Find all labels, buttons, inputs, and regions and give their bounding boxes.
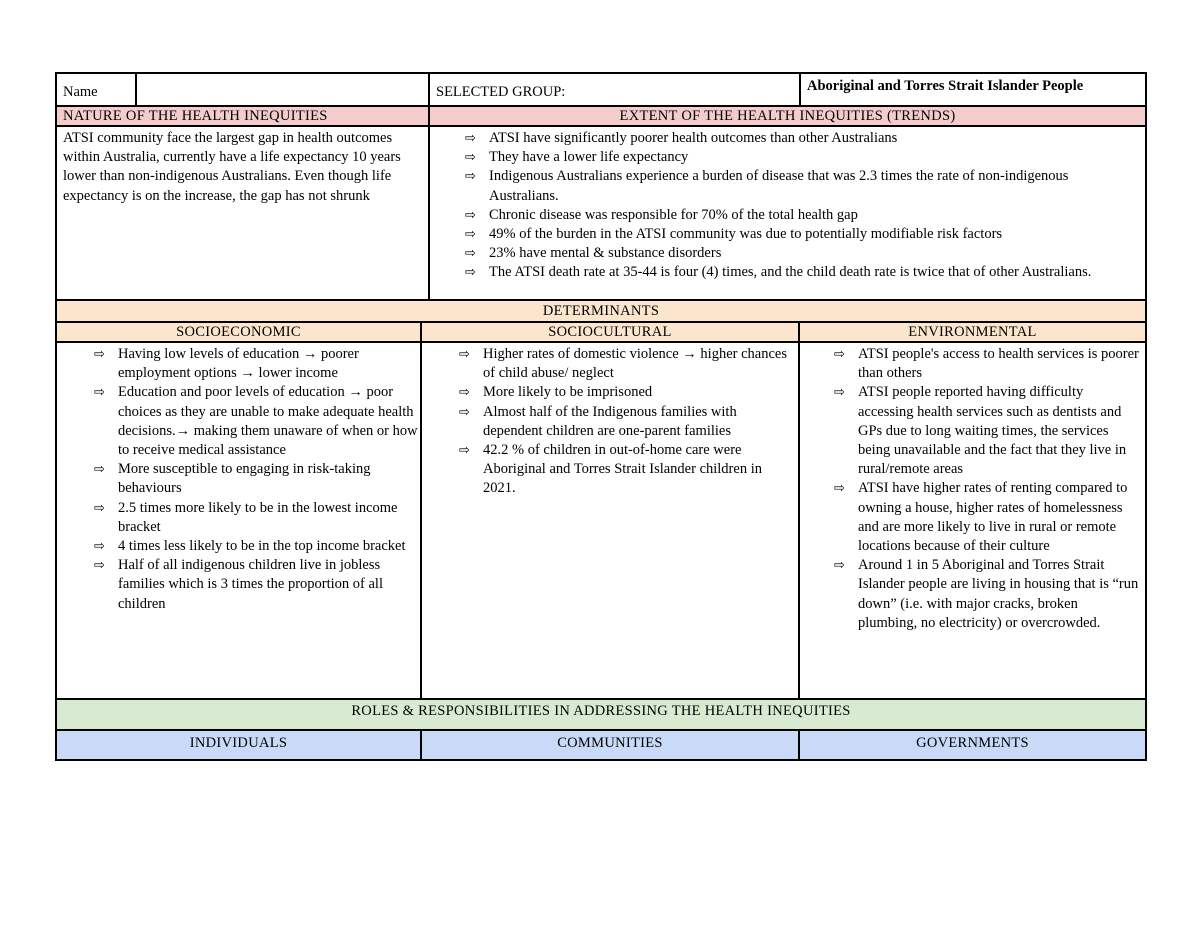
list-item: ⇨ 49% of the burden in the ATSI community was due to potentially modifiable risk factors — [461, 225, 1115, 244]
name-value-cell[interactable] — [135, 74, 428, 105]
nature-heading-cell — [57, 107, 428, 125]
list-item: ⇨ 23% have mental & substance disorders — [461, 244, 1115, 263]
individuals-heading-cell — [57, 731, 420, 759]
inequities-content-row — [55, 127, 1147, 301]
arrow-bullet-icon: ⇨ — [465, 265, 476, 281]
arrow-bullet-icon: ⇨ — [834, 385, 845, 401]
list-item: ⇨ ATSI people's access to health services is poorer than others — [834, 346, 1139, 382]
arrow-bullet-icon: ⇨ — [834, 481, 845, 497]
governments-heading-cell — [798, 731, 1145, 759]
roles-heading: ROLES & RESPONSIBILITIES IN ADDRESSING THE HEALTH INEQUITIES — [351, 703, 851, 719]
arrow-bullet-icon: ⇨ — [94, 500, 105, 516]
name-label: Name — [63, 84, 98, 100]
arrow-bullet-icon: ⇨ — [94, 539, 105, 555]
inequities-heading-row — [55, 107, 1147, 127]
arrow-bullet-icon: ⇨ — [465, 169, 476, 185]
list-item: ⇨ Chronic disease was responsible for 70% of the total health gap — [461, 206, 1115, 225]
list-item: ⇨ Indigenous Australians experience a burden of disease that was 2.3 times the rate of non-indigenous Australians. — [465, 168, 1069, 204]
arrow-bullet-icon: ⇨ — [834, 347, 845, 362]
arrow-bullet-icon: ⇨ — [465, 227, 476, 243]
list-item: ⇨ More likely to be imprisoned — [455, 383, 792, 402]
determinants-heading-row — [55, 301, 1147, 323]
roles-heading-cell — [57, 700, 1145, 729]
selected-group-label: SELECTED GROUP: — [436, 84, 566, 100]
list-item: ⇨ Education and poor levels of education → poor choices as they are unable to make adequate health decisions.→ making them unaware of when or how to receive medical assistance — [94, 384, 418, 459]
list-item: ⇨ Half of all indigenous children live in jobless families which is 3 times the proportion of all children — [94, 557, 383, 612]
selected-group-value: Aboriginal and Torres Strait Islander People — [807, 78, 1084, 94]
arrow-bullet-icon: ⇨ — [459, 404, 470, 420]
arrow-bullet-icon: ⇨ — [465, 150, 476, 166]
socioeconomic-heading-cell — [57, 323, 420, 341]
arrow-bullet-icon: ⇨ — [459, 443, 470, 459]
list-item: ⇨ More susceptible to engaging in risk-taking behaviours — [94, 461, 371, 497]
socioeconomic-heading: SOCIOECONOMIC — [176, 324, 301, 340]
roles-heading-row — [55, 700, 1147, 731]
determinants-content-row — [55, 343, 1147, 700]
arrow-bullet-icon: ⇨ — [94, 347, 105, 362]
arrow-bullet-icon: ⇨ — [834, 558, 845, 574]
list-item: ⇨ 42.2 % of children in out-of-home care were Aboriginal and Torres Strait Islander children in 2021. — [459, 442, 762, 497]
arrow-bullet-icon: ⇨ — [94, 558, 105, 574]
communities-heading: COMMUNITIES — [557, 735, 663, 751]
extent-list — [461, 129, 1115, 283]
communities-heading-cell — [420, 731, 798, 759]
determinants-heading-cell — [57, 301, 1145, 321]
determinants-heading: DETERMINANTS — [542, 303, 660, 319]
arrow-bullet-icon: ⇨ — [94, 462, 105, 478]
roles-subheading-row — [55, 731, 1147, 761]
list-item: ⇨ Around 1 in 5 Aboriginal and Torres Strait Islander people are living in housing that is “run down” (i.e. with major cracks, broken plumbing, no electricity) or overcrowded. — [834, 557, 1139, 631]
list-item: ⇨ Having low levels of education → poorer employment options → lower income — [94, 346, 359, 382]
environmental-list-cell — [798, 343, 1145, 698]
list-item: ⇨ ATSI people reported having difficulty accessing health services such as dentists and GPs due to long waiting times, the services being unavailable and the fact that they live in rural/remote areas — [834, 384, 1127, 478]
arrow-bullet-icon: ⇨ — [465, 207, 476, 223]
nature-text-cell — [57, 127, 428, 299]
extent-list-cell — [428, 127, 1145, 299]
selected-group-value-cell — [799, 74, 1145, 105]
socioeconomic-list — [90, 345, 420, 614]
list-item: ⇨ ATSI have significantly poorer health outcomes than other Australians — [461, 129, 1115, 148]
sociocultural-heading: SOCIOCULTURAL — [548, 324, 672, 340]
name-label-cell — [57, 74, 135, 105]
arrow-bullet-icon: ⇨ — [465, 131, 476, 146]
extent-heading: EXTENT OF THE HEALTH INEQUITIES (TRENDS) — [619, 108, 956, 124]
environmental-list — [830, 345, 1139, 633]
list-item: ⇨ 4 times less likely to be in the top income bracket — [90, 537, 420, 556]
list-item: ⇨ Higher rates of domestic violence → higher chances of child abuse/ neglect — [459, 346, 787, 382]
selected-group-label-cell — [428, 74, 799, 105]
socioeconomic-list-cell — [57, 343, 420, 698]
list-item: ⇨ 2.5 times more likely to be in the lowest income bracket — [94, 499, 398, 535]
environmental-heading-cell — [798, 323, 1145, 341]
nature-heading: NATURE OF THE HEALTH INEQUITIES — [63, 108, 328, 124]
environmental-heading: ENVIRONMENTAL — [908, 324, 1037, 340]
determinants-subheading-row — [55, 323, 1147, 343]
nature-text: ATSI community face the largest gap in health outcomes within Australia, currently have a life expectancy 10 years lower than non-indigenous Australians. Even though life expectancy is on the increase, the gap has not shrunk — [63, 130, 401, 204]
extent-heading-cell — [428, 107, 1145, 125]
individuals-heading: INDIVIDUALS — [189, 735, 288, 751]
list-item: ⇨ They have a lower life expectancy — [461, 148, 1115, 167]
sociocultural-list-cell — [420, 343, 798, 698]
arrow-bullet-icon: ⇨ — [459, 385, 470, 401]
header-row — [55, 72, 1147, 107]
governments-heading: GOVERNMENTS — [916, 735, 1029, 751]
arrow-bullet-icon: ⇨ — [459, 347, 470, 362]
arrow-bullet-icon: ⇨ — [94, 385, 105, 401]
arrow-bullet-icon: ⇨ — [465, 246, 476, 262]
list-item: ⇨ ATSI have higher rates of renting compared to owning a house, higher rates of homelessness and are more likely to live in rural or remote locations because of their culture — [834, 480, 1128, 555]
health-inequities-table — [55, 72, 1147, 761]
sociocultural-list — [455, 345, 792, 499]
list-item: ⇨ Almost half of the Indigenous families with dependent children are one-parent families — [459, 403, 737, 439]
list-item: ⇨ The ATSI death rate at 35-44 is four (4) times, and the child death rate is twice that of other Australians. — [461, 263, 1115, 282]
sociocultural-heading-cell — [420, 323, 798, 341]
